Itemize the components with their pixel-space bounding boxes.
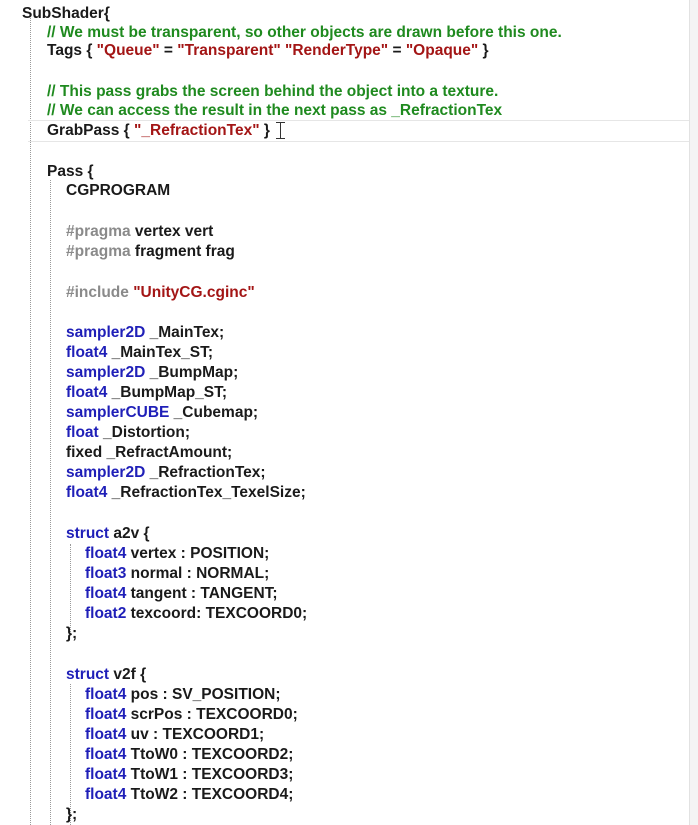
code-line[interactable] [66,222,213,242]
code-token: sampler2D [66,464,146,481]
code-line[interactable] [66,443,232,463]
code-token: _Distortion; [98,424,190,441]
code-token: sampler2D [66,364,146,381]
code-token: float3 [85,565,127,582]
code-token: "RenderType" [285,42,389,59]
code-line[interactable] [85,765,293,785]
vertical-scrollbar[interactable] [689,0,698,825]
code-token: a2v { [109,525,150,542]
code-token: v2f { [109,666,147,683]
code-token: #pragma [66,243,131,260]
code-token: samplerCUBE [66,404,170,421]
code-line[interactable] [85,685,281,705]
code-token: float4 [85,746,127,763]
code-line[interactable] [66,624,77,644]
indent-guide [50,180,51,825]
code-token: float [66,424,99,441]
code-token: TtoW2 : TEXCOORD4; [126,786,294,803]
code-line[interactable] [85,544,269,564]
code-token: float4 [85,686,127,703]
code-line[interactable] [47,121,285,141]
code-line[interactable] [66,403,258,423]
code-token: fragment frag [130,243,235,260]
text-cursor-icon [276,122,285,139]
code-token: #pragma [66,223,131,240]
code-token: tangent : TANGENT; [126,585,278,602]
code-token: "Transparent" [177,42,281,59]
code-token: _Cubemap; [169,404,259,421]
code-token: float4 [66,484,108,501]
code-token: pos : SV_POSITION; [126,686,281,703]
code-token: _MainTex_ST; [107,344,214,361]
code-token: Pass { [47,163,94,180]
code-token: float4 [85,585,127,602]
code-token: = [159,42,178,59]
code-token: _MainTex; [145,324,225,341]
code-line[interactable] [66,283,255,303]
code-token: _RefractionTex_TexelSize; [107,484,306,501]
code-token: "UnityCG.cginc" [133,284,255,301]
code-line[interactable] [66,805,77,825]
code-line[interactable] [66,483,306,503]
code-token: Tags { [47,42,97,59]
code-token: struct [66,525,110,542]
code-token: // We can access the result in the next pass as _RefractionTex [47,102,503,119]
code-line[interactable] [85,564,269,584]
code-token: uv : TEXCOORD1; [126,726,265,743]
code-token: GrabPass { [47,122,135,139]
code-token: normal : NORMAL; [126,565,270,582]
code-token: float4 [85,706,127,723]
code-line[interactable] [85,604,307,624]
code-line[interactable] [66,363,238,383]
code-token: vertex vert [130,223,214,240]
code-line[interactable] [66,323,224,343]
code-line[interactable] [47,101,502,121]
code-token: fixed _RefractAmount; [66,444,233,461]
code-token: CGPROGRAM [66,182,171,199]
code-line[interactable] [66,463,266,483]
code-token: struct [66,666,110,683]
code-token: } [478,42,489,59]
code-line[interactable] [47,162,94,182]
code-token: _BumpMap; [145,364,239,381]
code-line[interactable] [47,23,562,43]
code-line[interactable] [66,383,227,403]
code-token: "Opaque" [405,42,479,59]
code-token: float4 [85,786,127,803]
code-line[interactable] [85,584,278,604]
code-token: _BumpMap_ST; [107,384,228,401]
code-token: TtoW1 : TEXCOORD3; [126,766,294,783]
code-line[interactable] [85,725,264,745]
code-line[interactable] [66,423,190,443]
code-line[interactable] [66,524,150,544]
code-token: float4 [66,384,108,401]
code-token: texcoord: TEXCOORD0; [126,605,308,622]
code-token: vertex : POSITION; [126,545,270,562]
code-token: }; [66,806,78,823]
code-token: float4 [85,545,127,562]
indent-guide [70,684,71,825]
code-token: _RefractionTex; [145,464,266,481]
code-token: scrPos : TEXCOORD0; [126,706,298,723]
code-line[interactable] [66,181,170,201]
code-token: float2 [85,605,127,622]
code-token: "_RefractionTex" [134,122,260,139]
code-token: sampler2D [66,324,146,341]
code-line[interactable] [66,343,213,363]
code-token: // This pass grabs the screen behind the object into a texture. [47,83,499,100]
code-token: float4 [66,344,108,361]
code-token: SubShader{ [22,5,110,22]
code-line[interactable] [47,41,489,61]
code-token: float4 [85,766,127,783]
code-line[interactable] [85,785,293,805]
code-token: // We must be transparent, so other objects are drawn before this one. [47,24,562,41]
code-line[interactable] [85,745,293,765]
indent-guide [70,544,71,634]
code-token: }; [66,625,78,642]
code-token: "Queue" [96,42,160,59]
code-line[interactable] [66,665,146,685]
code-line[interactable] [47,82,498,102]
code-token: TtoW0 : TEXCOORD2; [126,746,294,763]
code-line[interactable] [66,242,235,262]
code-token: #include [66,284,129,301]
code-line[interactable] [85,705,298,725]
code-line[interactable] [22,4,110,24]
code-token: = [388,42,406,59]
code-token: float4 [85,726,127,743]
code-token: } [259,122,270,139]
